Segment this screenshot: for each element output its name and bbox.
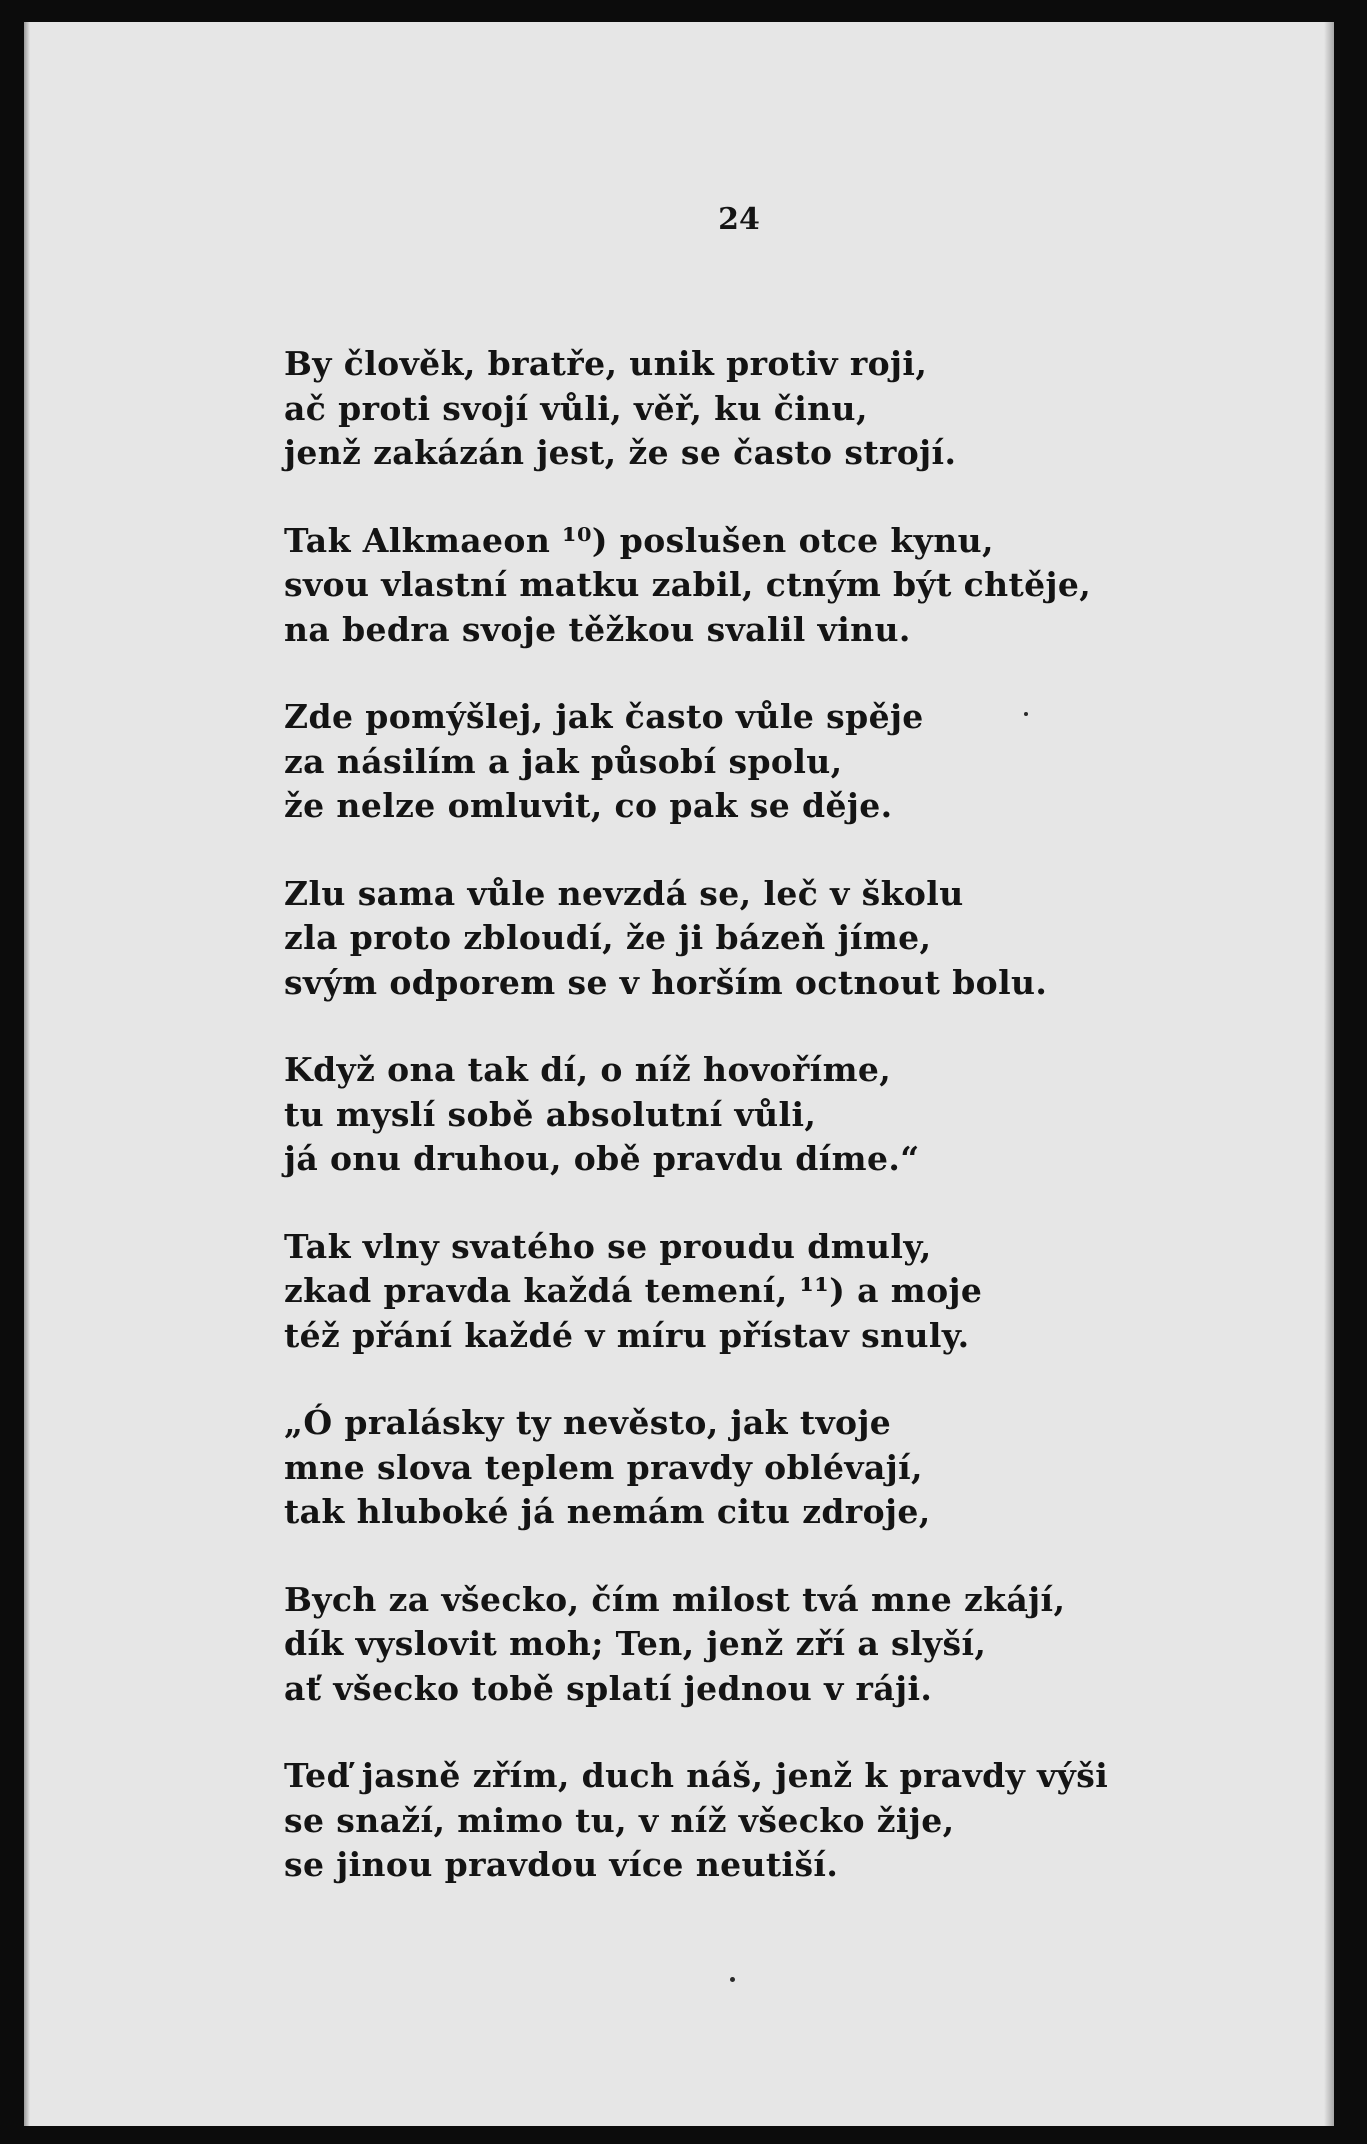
poem-line: Tak Alkmaeon ¹⁰) poslušen otce kynu, [284, 520, 994, 560]
poem-line: se jinou pravdou více neutiší. [284, 1845, 839, 1884]
stanza [284, 1754, 1284, 1888]
scan-edge-right [1324, 22, 1334, 2126]
poem-line: Bych za všecko, čím milost tvá mne zkájí, [284, 1579, 1066, 1619]
stanza [284, 342, 1284, 476]
poem-line: ač proti svojí vůli, věř, ku činu, [284, 388, 868, 428]
scan-speck [1024, 712, 1028, 716]
page-number: 24 [718, 202, 760, 237]
stanza [284, 695, 1284, 829]
poem-line: Tak vlny svatého se proudu dmuly, [284, 1226, 932, 1266]
poem-line: na bedra svoje těžkou svalil vinu. [284, 609, 911, 649]
poem-text [284, 342, 1284, 1931]
poem-line: tu myslí sobě absolutní vůli, [284, 1094, 817, 1134]
poem-line: že nelze omluvit, co pak se děje. [284, 786, 893, 825]
poem-line: Zlu sama vůle nevzdá se, leč v školu [284, 873, 964, 913]
poem-line: tak hluboké já nemám citu zdroje, [284, 1492, 931, 1531]
poem-line: jenž zakázán jest, že se často strojí. [284, 433, 957, 472]
poem-line: ať všecko tobě splatí jednou v ráji. [284, 1668, 933, 1708]
stanza [284, 1401, 1284, 1535]
poem-line: dík vyslovit moh; Ten, jenž zří a slyší, [284, 1624, 987, 1663]
poem-line: zla proto zbloudí, že ji bázeň jíme, [284, 918, 932, 957]
book-page [24, 22, 1334, 2126]
scan-speck [730, 1977, 735, 1982]
poem-line: mne slova teplem pravdy oblévají, [284, 1447, 923, 1487]
poem-line: Zde pomýšlej, jak často vůle spěje [284, 697, 924, 736]
poem-line: se snaží, mimo tu, v níž všecko žije, [284, 1800, 955, 1840]
stanza [284, 872, 1284, 1006]
poem-line: já onu druhou, obě pravdu díme.“ [284, 1139, 920, 1178]
poem-line: za násilím a jak působí spolu, [284, 741, 843, 781]
poem-line: Teď jasně zřím, duch náš, jenž k pravdy výši [284, 1756, 1109, 1795]
poem-line: Když ona tak dí, o níž hovoříme, [284, 1050, 892, 1089]
poem-line: zkad pravda každá temení, ¹¹) a moje [284, 1271, 983, 1310]
poem-line: By člověk, bratře, unik protiv roji, [284, 344, 928, 383]
poem-line: svým odporem se v horším octnout bolu. [284, 962, 1048, 1002]
stanza [284, 1578, 1284, 1712]
poem-line: svou vlastní matku zabil, ctným být chtěje, [284, 565, 1092, 604]
stanza [284, 1225, 1284, 1359]
stanza [284, 519, 1284, 653]
poem-line: též přání každé v míru přístav snuly. [284, 1315, 970, 1355]
stanza [284, 1048, 1284, 1182]
poem-line: „Ó pralásky ty nevěsto, jak tvoje [284, 1403, 892, 1442]
scan-edge-left [24, 22, 30, 2126]
